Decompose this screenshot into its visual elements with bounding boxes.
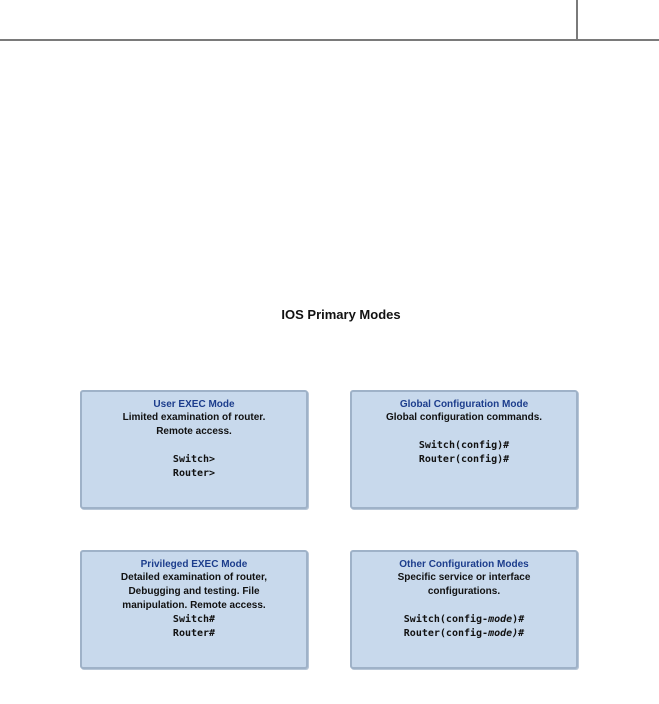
header-column-divider — [576, 0, 578, 41]
prompt-mode-placeholder: mode)# — [488, 628, 525, 639]
prompt-suffix: )# — [512, 614, 525, 625]
prompt-prefix: Switch(config- — [403, 614, 489, 625]
mode-description-line: Global configuration commands. — [385, 412, 543, 423]
cli-prompt: Router(config)# — [418, 454, 510, 465]
mode-description-line: Detailed examination of router, — [120, 572, 268, 583]
diagram-title: IOS Primary Modes — [281, 307, 401, 322]
mode-title: Other Configuration Modes — [399, 559, 529, 570]
mode-title: Global Configuration Mode — [399, 399, 529, 410]
cli-prompt — [352, 613, 576, 627]
mode-title: Privileged EXEC Mode — [140, 559, 248, 570]
cli-prompt: Router# — [172, 628, 216, 639]
mode-title: User EXEC Mode — [153, 399, 235, 410]
global-configuration-mode-box — [350, 390, 578, 509]
other-configuration-modes-box — [350, 550, 578, 669]
prompt-prefix: Router(config- — [403, 628, 489, 639]
mode-description-line: Limited examination of router. — [122, 412, 266, 423]
cli-prompt: Switch# — [172, 614, 216, 625]
mode-description-line: Specific service or interface — [397, 572, 531, 583]
mode-description-line: Debugging and testing. File — [128, 586, 260, 597]
cli-prompt: Switch(config)# — [418, 440, 510, 451]
cli-prompt: Router> — [172, 468, 216, 479]
privileged-exec-mode-box — [80, 550, 308, 669]
header-divider — [0, 39, 659, 41]
mode-description-line: configurations. — [427, 586, 501, 597]
cli-prompt: Switch> — [172, 454, 216, 465]
mode-description-line: Remote access. — [156, 426, 232, 437]
prompt-mode-placeholder: mode — [488, 614, 513, 625]
cli-prompt — [352, 627, 576, 641]
user-exec-mode-box — [80, 390, 308, 509]
mode-description-line: manipulation. Remote access. — [122, 600, 266, 611]
